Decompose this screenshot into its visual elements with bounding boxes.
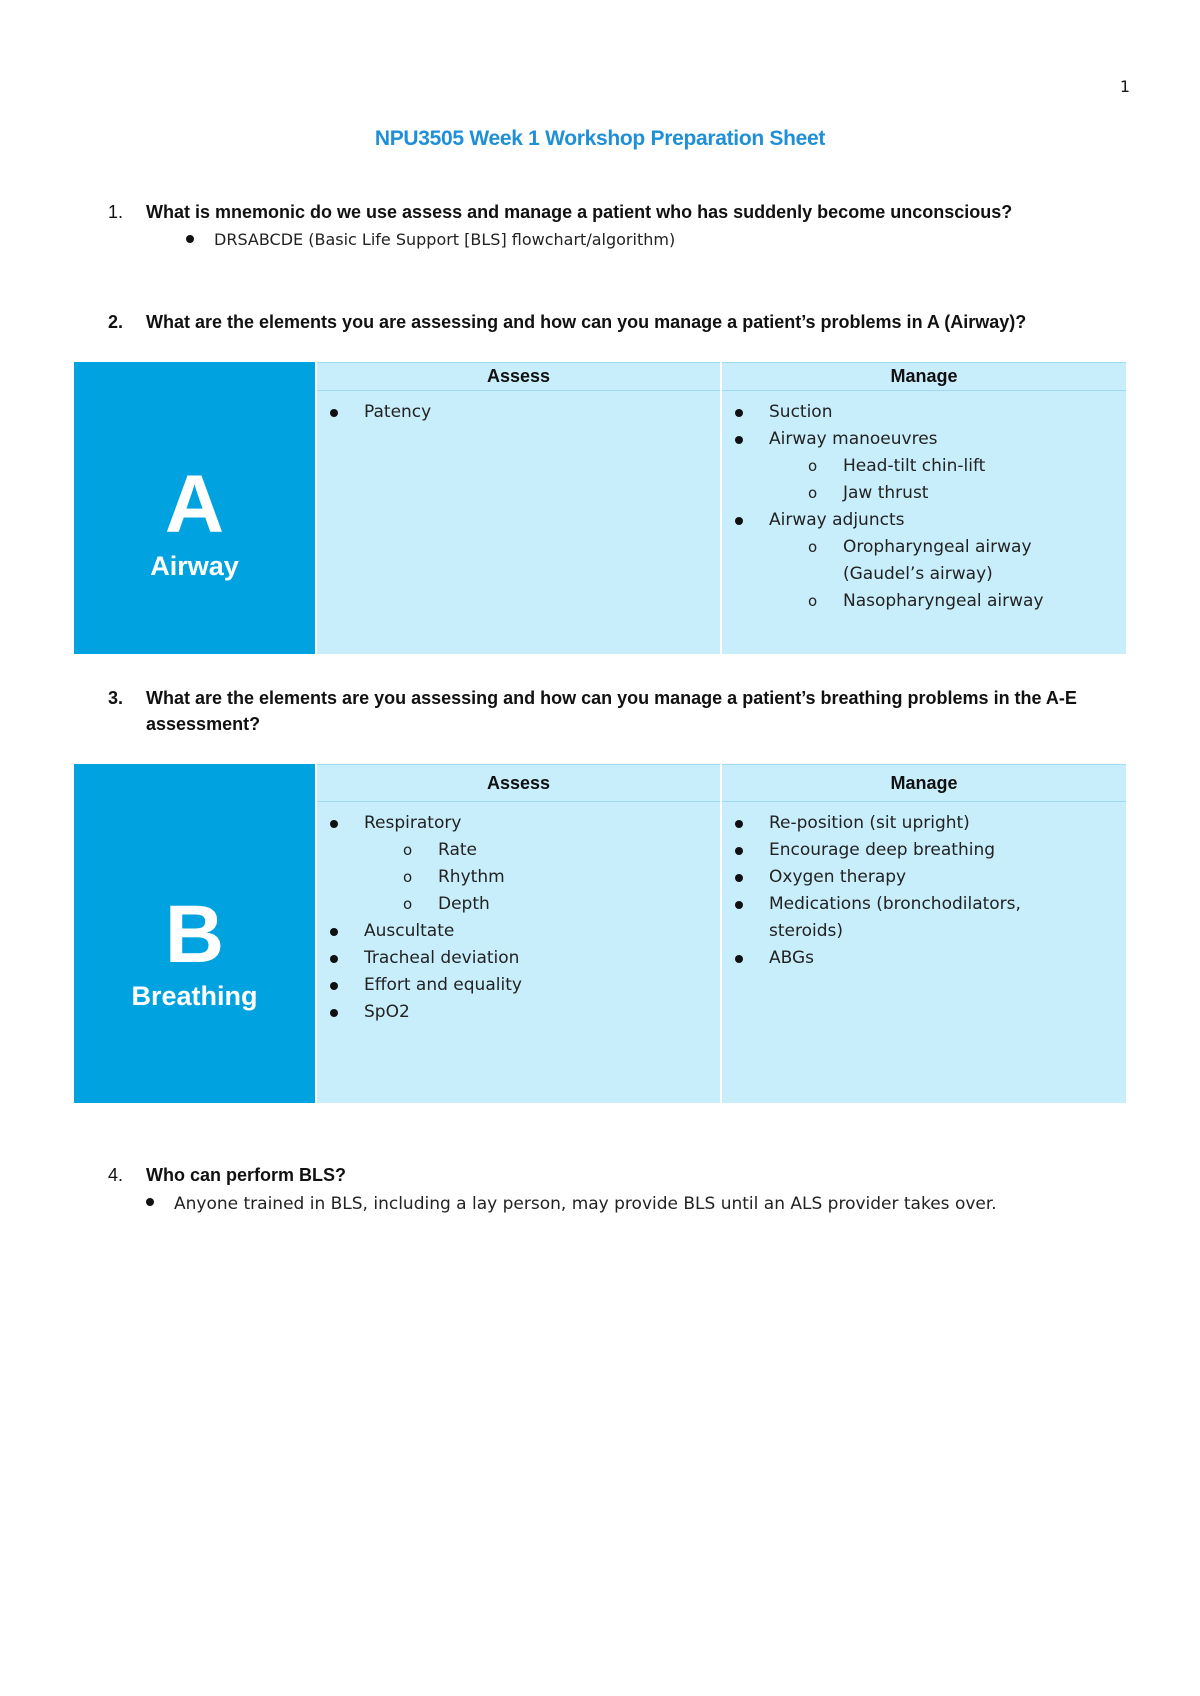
question-2 [108, 309, 1128, 335]
list-subitem: o Rhythm [317, 864, 720, 891]
page-number: 1 [1119, 77, 1130, 96]
airway-manage-cell [721, 391, 1126, 654]
table-corner-cell [74, 765, 316, 802]
list-item: Encourage deep breathing [722, 837, 1126, 864]
airway-letter-cell [74, 391, 316, 654]
list-item: Medications (bronchodilators, [722, 891, 1126, 918]
bullet-icon [330, 928, 338, 936]
manage-header: Manage [721, 363, 1126, 391]
question-4-number: 4. [108, 1165, 124, 1185]
assess-header: Assess [316, 363, 721, 391]
list-item-continuation: steroids) [769, 921, 844, 941]
list-subitem: o Jaw thrust [722, 480, 1126, 507]
list-subitem: o Rate [317, 837, 720, 864]
list-item: SpO2 [317, 999, 720, 1026]
question-4-text: Who can perform BLS? [146, 1165, 347, 1185]
bullet-icon [735, 955, 743, 963]
question-4 [108, 1162, 1128, 1188]
bullet-icon [330, 820, 338, 828]
question-1-answer [186, 228, 675, 252]
bullet-icon [735, 874, 743, 882]
list-item: Auscultate [317, 918, 720, 945]
breathing-assess-list [317, 802, 720, 1026]
breathing-manage-list [722, 802, 1126, 972]
question-2-text: What are the elements you are assessing and how can you manage a patient’s problems in A (Airway)? [146, 312, 1027, 332]
bullet-icon [186, 235, 194, 243]
assess-header: Assess [316, 765, 721, 802]
question-1-answer-text: DRSABCDE (Basic Life Support [BLS] flowchart/algorithm) [214, 230, 676, 249]
breathing-letter: B [164, 888, 225, 980]
question-1-number: 1. [108, 202, 124, 222]
list-subitem: o Nasopharyngeal airway [722, 588, 1126, 615]
airway-assess-list [317, 391, 720, 426]
list-subitem: o Oropharyngeal airway [722, 534, 1126, 561]
list-subitem: o Depth [317, 891, 720, 918]
list-item: Effort and equality [317, 972, 720, 999]
list-item: Respiratory [317, 810, 720, 837]
breathing-table [74, 764, 1126, 1103]
question-1 [108, 199, 1128, 225]
list-item: Oxygen therapy [722, 864, 1126, 891]
table-corner-cell [74, 363, 316, 391]
question-3-number: 3. [108, 688, 124, 708]
sub-bullet-icon: o [403, 841, 413, 859]
bullet-icon [330, 1009, 338, 1017]
list-item: ABGs [722, 945, 1126, 972]
list-item: Re-position (sit upright) [722, 810, 1126, 837]
question-2-number: 2. [108, 312, 124, 332]
breathing-word: Breathing [131, 980, 258, 1011]
question-1-text: What is mnemonic do we use assess and manage a patient who has suddenly become unconscious? [146, 202, 1013, 222]
bullet-icon [735, 847, 743, 855]
list-item: Tracheal deviation [317, 945, 720, 972]
bullet-icon [735, 436, 743, 444]
list-item: Suction [722, 399, 1126, 426]
breathing-letter-cell [74, 802, 316, 1103]
sub-bullet-icon: o [808, 538, 818, 556]
bullet-icon [735, 820, 743, 828]
question-3-text: What are the elements are you assessing and how can you manage a patient’s breathing problems in the A-E assessment? [146, 688, 1077, 734]
bullet-icon [330, 955, 338, 963]
sub-bullet-icon: o [808, 457, 818, 475]
sub-bullet-icon: o [808, 592, 818, 610]
airway-table [74, 362, 1126, 654]
question-4-answer [146, 1192, 997, 1216]
breathing-assess-cell [316, 802, 721, 1103]
list-subitem-continuation: (Gaudel’s airway) [843, 564, 993, 584]
breathing-manage-cell [721, 802, 1126, 1103]
bullet-icon [735, 409, 743, 417]
sub-bullet-icon: o [403, 895, 413, 913]
manage-header: Manage [721, 765, 1126, 802]
airway-word: Airway [150, 550, 239, 581]
list-item: Airway manoeuvres [722, 426, 1126, 453]
question-4-answer-text: Anyone trained in BLS, including a lay person, may provide BLS until an ALS provider takes over. [174, 1194, 997, 1214]
sub-bullet-icon: o [808, 484, 818, 502]
list-item: Patency [317, 399, 720, 426]
document-title: NPU3505 Week 1 Workshop Preparation Sheet [374, 127, 826, 150]
list-subitem: o Head-tilt chin-lift [722, 453, 1126, 480]
airway-letter: A [164, 458, 225, 550]
bullet-icon [330, 982, 338, 990]
bullet-icon [330, 409, 338, 417]
sub-bullet-icon: o [403, 868, 413, 886]
question-3 [108, 685, 1128, 737]
bullet-icon [735, 517, 743, 525]
bullet-icon [146, 1198, 154, 1206]
airway-assess-cell [316, 391, 721, 654]
list-item: Airway adjuncts [722, 507, 1126, 534]
bullet-icon [735, 901, 743, 909]
airway-manage-list [722, 391, 1126, 615]
